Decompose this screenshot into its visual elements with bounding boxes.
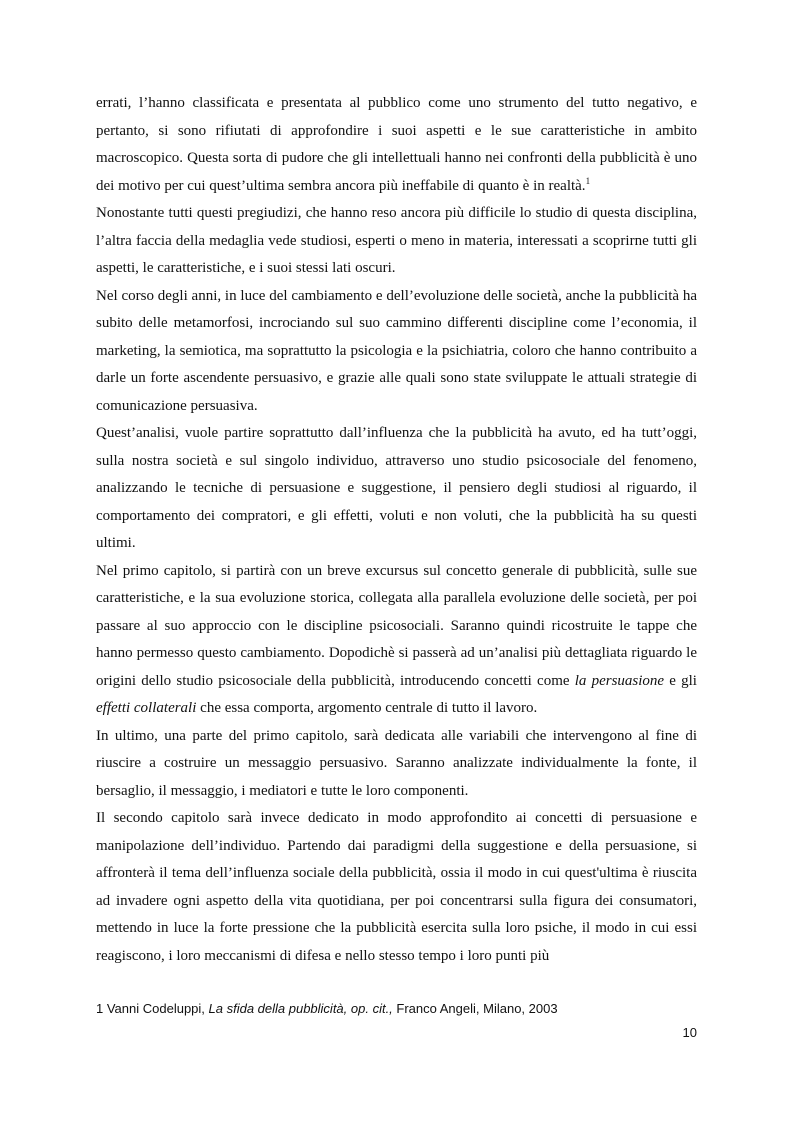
paragraph-2: Nonostante tutti questi pregiudizi, che hanno reso ancora più difficile lo studio di questa disciplina, l’altra faccia della medaglia vede studiosi, esperti o meno in materia, interessati a scoprirne tutti gli aspetti, le caratteristiche, e i suoi stessi lati oscuri. bbox=[96, 205, 697, 276]
paragraph-5-text-b: e gli bbox=[664, 672, 697, 689]
paragraph-1 bbox=[96, 90, 697, 200]
paragraph-5-text-a: Nel primo capitolo, si partirà con un breve excursus sul concetto generale di pubblicità, sulle sue caratteristiche, e la sua evoluzione storica, collegata alla parallela evoluzione delle società, per poi passare al suo approccio con le discipline psicosociali. Saranno quindi ricostruite le tappe che hanno permesso questo cambiamento. Dopodichè si passerà ad un’analisi più dettagliata riguardo le origini dello studio psicosociale della pubblicità, introducendo concetti come bbox=[96, 562, 697, 689]
emphasis-persuasione: la persuasione bbox=[574, 672, 665, 689]
footnote-author: Vanni Codeluppi, bbox=[103, 1001, 209, 1016]
footnote bbox=[96, 1000, 697, 1018]
paragraph-3: Nel corso degli anni, in luce del cambiamento e dell’evoluzione delle società, anche la pubblicità ha subito delle metamorfosi, incrociando sul suo cammino differenti discipline come l’economia, il marketing, la semiotica, ma soprattutto la psicologia e la psichiatria, coloro che hanno contribuito a darle un forte ascendente persuasivo, e grazie alle quali sono state sviluppate le attuali strategie di comunicazione persuasiva. bbox=[96, 287, 697, 414]
paragraph-4: Quest’analisi, vuole partire soprattutto dall’influenza che la pubblicità ha avuto, ed ha tutt’oggi, sulla nostra società e sul singolo individuo, attraverso uno studio psicosociale del fenomeno, analizzando le tecniche di persuasione e suggestione, il pensiero degli studiosi al riguardo, il comportamento dei compratori, e gli effetti, voluti e non voluti, che la pubblicità ha su questi ultimi. bbox=[96, 425, 697, 551]
footnote-publisher: Franco Angeli, Milano, 2003 bbox=[392, 1001, 558, 1016]
paragraph-5 bbox=[96, 558, 697, 723]
paragraph-5-text-c: che essa comporta, argomento centrale di tutto il lavoro. bbox=[196, 700, 538, 716]
body-text bbox=[96, 90, 697, 970]
footnote-title: La sfida della pubblicità, op. cit., bbox=[208, 1001, 393, 1016]
emphasis-effetti-collaterali: effetti collaterali bbox=[96, 700, 197, 716]
footnote-number: 1 bbox=[96, 1001, 104, 1016]
footnote-reference[interactable]: 1 bbox=[585, 175, 591, 186]
paragraph-1-text: errati, l’hanno classificata e presentata al pubblico come uno strumento del tutto negativo, e pertanto, si sono rifiutati di approfondire i suoi aspetti e le sue caratteristiche in ambito macroscopico. Questa sorta di pudore che gli intellettuali hanno nei confronti della pubblicità è uno dei motivo per cui quest’ultima sembra ancora più ineffabile di quanto è in realtà. bbox=[96, 95, 697, 194]
paragraph-7: Il secondo capitolo sarà invece dedicato in modo approfondito ai concetti di persuasione e manipolazione dell’individuo. Partendo dai paradigmi della suggestione e della persuasione, si affronterà il tema dell’influenza sociale della pubblicità, ossia il modo in cui quest'ultima è riuscita ad invadere ogni aspetto della vita quotidiana, per poi concentrarsi sulla figura dei consumatori, mettendo in luce la forte pressione che la pubblicità esercita sulla loro psiche, il modo in cui essi reagiscono, i loro meccanismi di difesa e nello stesso tempo i loro punti più bbox=[96, 810, 697, 964]
page-number: 10 bbox=[682, 1025, 697, 1040]
paragraph-6: In ultimo, una parte del primo capitolo, sarà dedicata alle variabili che intervengono al fine di riuscire a costruire un messaggio persuasivo. Saranno analizzate individualmente la fonte, il bersaglio, il messaggio, i mediatori e tutte le loro componenti. bbox=[96, 727, 697, 799]
